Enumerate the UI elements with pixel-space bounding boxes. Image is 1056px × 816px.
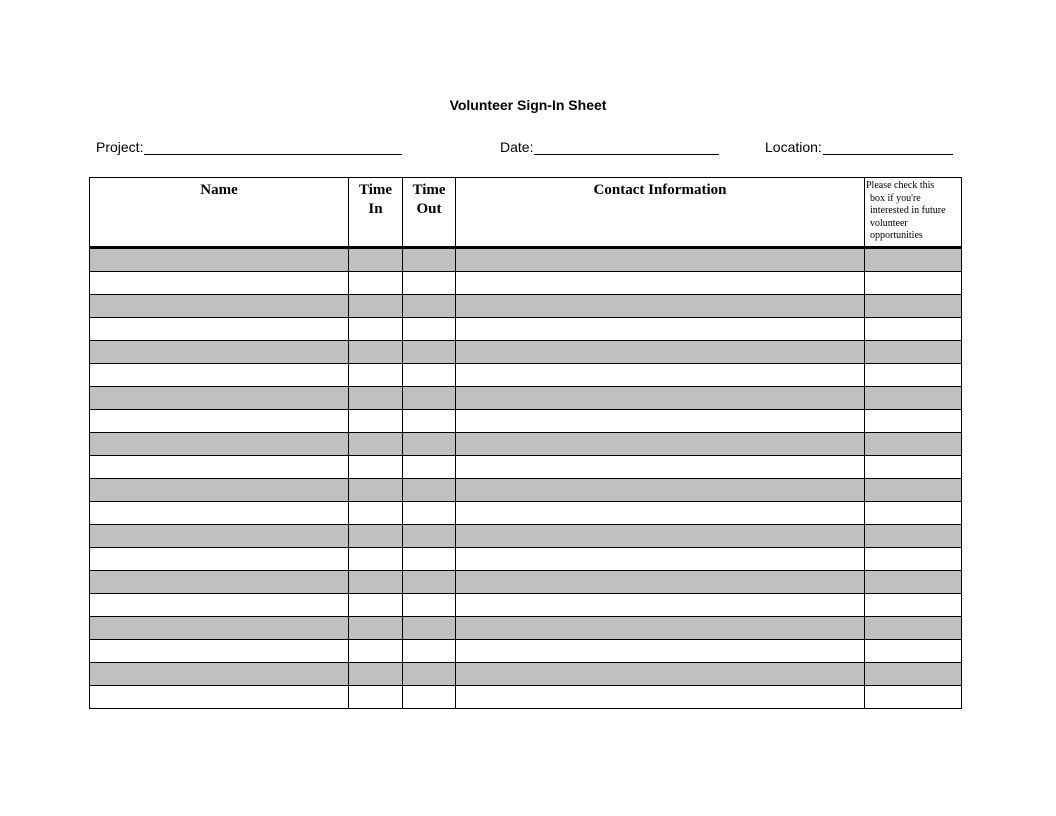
name-cell[interactable] — [90, 272, 349, 295]
time-out-cell[interactable] — [403, 248, 456, 272]
time-in-cell[interactable] — [349, 456, 403, 479]
name-cell[interactable] — [90, 341, 349, 364]
sign-in-table — [89, 177, 962, 709]
time-in-cell[interactable] — [349, 571, 403, 594]
note-line: interested in future — [870, 205, 946, 216]
name-cell[interactable] — [90, 364, 349, 387]
contact-cell[interactable] — [456, 571, 865, 594]
time-in-cell[interactable] — [349, 341, 403, 364]
table-row — [90, 525, 962, 548]
contact-cell[interactable] — [456, 387, 865, 410]
contact-cell[interactable] — [456, 456, 865, 479]
contact-cell[interactable] — [456, 364, 865, 387]
time-in-cell[interactable] — [349, 318, 403, 341]
interest-checkbox-cell[interactable] — [865, 686, 962, 709]
contact-cell[interactable] — [456, 295, 865, 318]
date-blank-line[interactable] — [534, 140, 719, 155]
interest-checkbox-cell[interactable] — [865, 295, 962, 318]
interest-checkbox-cell[interactable] — [865, 248, 962, 272]
note-line: opportunities — [870, 230, 923, 241]
table-row — [90, 571, 962, 594]
interest-checkbox-cell[interactable] — [865, 387, 962, 410]
time-in-cell[interactable] — [349, 248, 403, 272]
time-in-header: Time In — [349, 178, 403, 248]
time-out-cell[interactable] — [403, 387, 456, 410]
time-out-cell[interactable] — [403, 479, 456, 502]
time-in-cell[interactable] — [349, 663, 403, 686]
interest-checkbox-cell[interactable] — [865, 318, 962, 341]
time-out-cell[interactable] — [403, 341, 456, 364]
project-label: Project: — [96, 139, 144, 155]
name-cell[interactable] — [90, 502, 349, 525]
note-line: volunteer — [870, 217, 908, 229]
note-line: Please check this — [866, 180, 935, 191]
project-blank-line[interactable] — [144, 140, 402, 155]
future-volunteer-header — [865, 178, 962, 248]
name-cell[interactable] — [90, 571, 349, 594]
date-label: Date: — [500, 139, 534, 155]
time-out-cell[interactable] — [403, 525, 456, 548]
time-in-cell[interactable] — [349, 548, 403, 571]
interest-checkbox-cell[interactable] — [865, 525, 962, 548]
interest-checkbox-cell[interactable] — [865, 410, 962, 433]
contact-cell[interactable] — [456, 341, 865, 364]
interest-checkbox-cell[interactable] — [865, 663, 962, 686]
interest-checkbox-cell[interactable] — [865, 502, 962, 525]
table-row — [90, 686, 962, 709]
interest-checkbox-cell[interactable] — [865, 571, 962, 594]
note-line: box if you're — [870, 192, 921, 204]
interest-checkbox-cell[interactable] — [865, 617, 962, 640]
interest-checkbox-cell[interactable] — [865, 594, 962, 617]
project-field[interactable] — [96, 139, 402, 155]
date-field[interactable] — [500, 139, 719, 155]
time-in-cell[interactable] — [349, 295, 403, 318]
time-out-cell[interactable] — [403, 663, 456, 686]
contact-cell[interactable] — [456, 433, 865, 456]
page-title: Volunteer Sign-In Sheet — [449, 97, 607, 113]
time-out-cell[interactable] — [403, 686, 456, 709]
table-row — [90, 318, 962, 341]
time-out-cell[interactable] — [403, 640, 456, 663]
name-cell[interactable] — [90, 594, 349, 617]
name-cell[interactable] — [90, 295, 349, 318]
time-in-cell[interactable] — [349, 525, 403, 548]
time-in-cell[interactable] — [349, 272, 403, 295]
time-out-cell[interactable] — [403, 456, 456, 479]
name-cell[interactable] — [90, 640, 349, 663]
interest-checkbox-cell[interactable] — [865, 433, 962, 456]
contact-cell[interactable] — [456, 525, 865, 548]
table-row — [90, 387, 962, 410]
interest-checkbox-cell[interactable] — [865, 640, 962, 663]
time-out-cell[interactable] — [403, 502, 456, 525]
name-cell[interactable] — [90, 525, 349, 548]
name-header: Name — [90, 178, 349, 248]
location-label: Location: — [765, 139, 822, 155]
location-blank-line[interactable] — [823, 140, 953, 155]
table-row — [90, 364, 962, 387]
contact-cell[interactable] — [456, 502, 865, 525]
time-in-cell[interactable] — [349, 502, 403, 525]
time-in-cell[interactable] — [349, 617, 403, 640]
contact-cell[interactable] — [456, 318, 865, 341]
time-in-cell[interactable] — [349, 479, 403, 502]
time-in-cell[interactable] — [349, 686, 403, 709]
table-row — [90, 295, 962, 318]
time-in-cell[interactable] — [349, 433, 403, 456]
header-row — [90, 178, 962, 248]
time-out-cell[interactable] — [403, 548, 456, 571]
table-row — [90, 272, 962, 295]
time-out-cell[interactable] — [403, 617, 456, 640]
table-row — [90, 456, 962, 479]
name-cell[interactable] — [90, 410, 349, 433]
interest-checkbox-cell[interactable] — [865, 341, 962, 364]
contact-cell[interactable] — [456, 410, 865, 433]
interest-checkbox-cell[interactable] — [865, 479, 962, 502]
table-body — [90, 248, 962, 709]
time-out-cell[interactable] — [403, 410, 456, 433]
contact-cell[interactable] — [456, 548, 865, 571]
name-cell[interactable] — [90, 456, 349, 479]
contact-cell[interactable] — [456, 686, 865, 709]
interest-checkbox-cell[interactable] — [865, 272, 962, 295]
table-row — [90, 479, 962, 502]
time-in-cell[interactable] — [349, 410, 403, 433]
contact-cell[interactable] — [456, 663, 865, 686]
contact-cell[interactable] — [456, 617, 865, 640]
time-in-cell[interactable] — [349, 640, 403, 663]
name-cell[interactable] — [90, 548, 349, 571]
interest-checkbox-cell[interactable] — [865, 364, 962, 387]
table-row — [90, 341, 962, 364]
name-cell[interactable] — [90, 387, 349, 410]
name-cell[interactable] — [90, 663, 349, 686]
name-cell[interactable] — [90, 479, 349, 502]
time-out-cell[interactable] — [403, 594, 456, 617]
interest-checkbox-cell[interactable] — [865, 548, 962, 571]
name-cell[interactable] — [90, 248, 349, 272]
table-row — [90, 248, 962, 272]
contact-cell[interactable] — [456, 272, 865, 295]
location-field[interactable] — [765, 139, 953, 155]
table-row — [90, 640, 962, 663]
table-row — [90, 433, 962, 456]
time-out-cell[interactable] — [403, 295, 456, 318]
contact-cell[interactable] — [456, 640, 865, 663]
table-row — [90, 410, 962, 433]
contact-information-header: Contact Information — [456, 178, 865, 248]
table-row — [90, 594, 962, 617]
time-in-cell[interactable] — [349, 364, 403, 387]
contact-cell[interactable] — [456, 479, 865, 502]
time-out-cell[interactable] — [403, 272, 456, 295]
contact-cell[interactable] — [456, 594, 865, 617]
table-row — [90, 663, 962, 686]
table-row — [90, 617, 962, 640]
time-out-cell[interactable] — [403, 571, 456, 594]
time-in-cell[interactable] — [349, 594, 403, 617]
table-row — [90, 548, 962, 571]
name-cell[interactable] — [90, 686, 349, 709]
contact-cell[interactable] — [456, 248, 865, 272]
time-out-cell[interactable] — [403, 433, 456, 456]
table-row — [90, 502, 962, 525]
time-out-cell[interactable] — [403, 318, 456, 341]
time-in-cell[interactable] — [349, 387, 403, 410]
time-out-cell[interactable] — [403, 364, 456, 387]
name-cell[interactable] — [90, 617, 349, 640]
time-out-header: Time Out — [403, 178, 456, 248]
interest-checkbox-cell[interactable] — [865, 456, 962, 479]
name-cell[interactable] — [90, 433, 349, 456]
name-cell[interactable] — [90, 318, 349, 341]
